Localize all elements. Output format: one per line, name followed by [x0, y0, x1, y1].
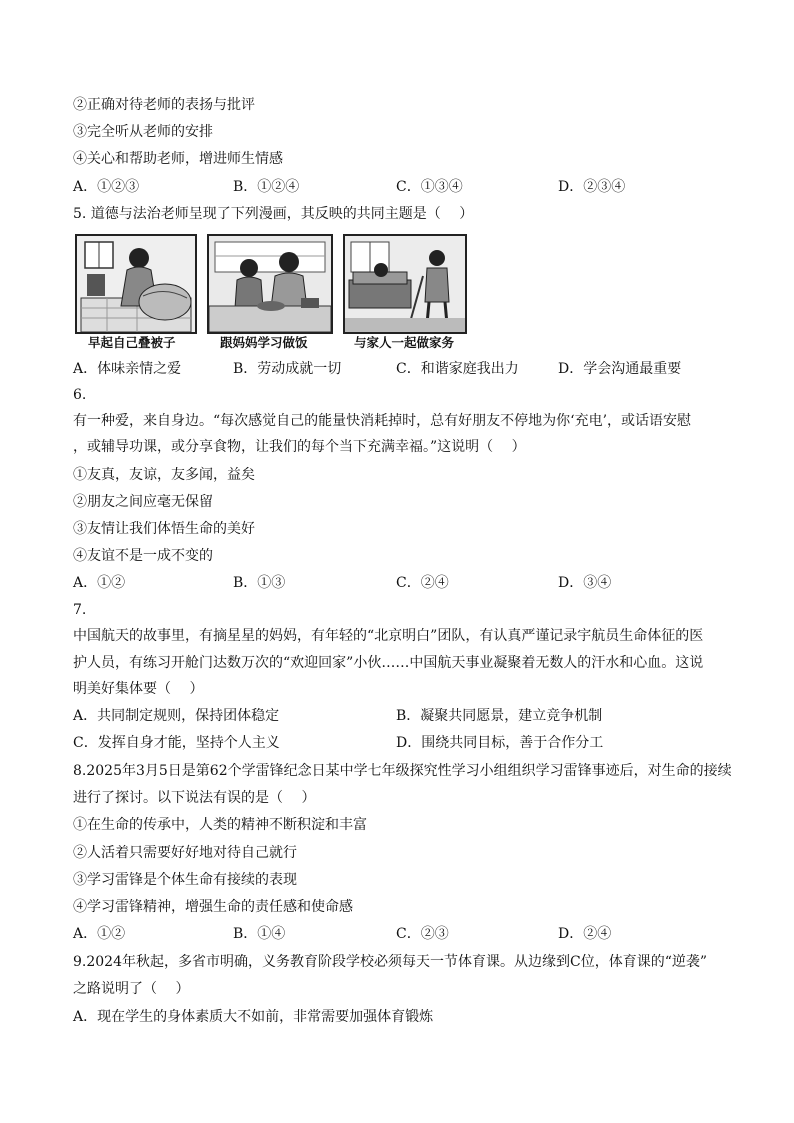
- q6-stem-line-1: 有一种爱，来自身边。“每次感觉自己的能量快消耗掉时，总有好朋友不停地为你‘充电’，或话语安慰: [73, 413, 692, 429]
- q8-option-c: C．②③: [396, 926, 449, 942]
- q6-item-2: ②朋友之间应毫无保留: [73, 494, 213, 510]
- cartoon-housework: [343, 234, 467, 334]
- cartoon-caption-2: 跟妈妈学习做饭: [220, 335, 308, 350]
- q8-item-1: ①在生命的传承中，人类的精神不断积淀和丰富: [73, 817, 367, 833]
- q4-option-b: B．①②④: [233, 179, 300, 195]
- q6-option-a: A．①②: [73, 575, 126, 591]
- q8-option-a: A．①②: [73, 926, 126, 942]
- q9-stem-line-2: 之路说明了（ ）: [73, 981, 190, 997]
- q4-item-3: ③完全听从老师的安排: [73, 124, 213, 140]
- q6-option-c: C．②④: [396, 575, 449, 591]
- q7-option-b: B．凝聚共同愿景，建立竞争机制: [396, 708, 603, 724]
- cartoon-caption-3: 与家人一起做家务: [354, 335, 455, 350]
- q6-stem-line-2: ，或辅导功课，或分享食物，让我们的每个当下充满幸福。”这说明（ ）: [73, 439, 526, 455]
- q4-item-4: ④关心和帮助老师，增进师生情感: [73, 151, 283, 167]
- q7-option-d: D．围绕共同目标，善于合作分工: [396, 735, 604, 751]
- q4-option-a: A．①②③: [73, 179, 140, 195]
- q4-item-2: ②正确对待老师的表扬与批评: [73, 97, 255, 113]
- q7-option-a: A．共同制定规则，保持团体稳定: [73, 708, 280, 724]
- q4-option-c: C．①③④: [396, 179, 463, 195]
- q8-item-3: ③学习雷锋是个体生命有接续的表现: [73, 872, 297, 888]
- q6-item-4: ④友谊不是一成不变的: [73, 548, 213, 564]
- q7-stem-line-1: 中国航天的故事里，有摘星星的妈妈，有年轻的“北京明白”团队，有认真严谨记录宇航员生命体征的医: [73, 628, 704, 644]
- q8-item-4: ④学习雷锋精神，增强生命的责任感和使命感: [73, 899, 353, 915]
- q7-option-c: C．发挥自身才能，坚持个人主义: [73, 735, 280, 751]
- q6-item-3: ③友情让我们体悟生命的美好: [73, 521, 255, 537]
- q7-stem-line-2: 护人员，有练习开舱门达数万次的“欢迎回家”小伙……中国航天事业凝聚着无数人的汗水和心血。这说: [73, 655, 704, 671]
- q5-option-d: D．学会沟通最重要: [558, 361, 682, 377]
- q8-option-b: B．①④: [233, 926, 286, 942]
- q7-number: 7.: [73, 602, 87, 618]
- q4-option-d: D．②③④: [558, 179, 626, 195]
- q8-stem-line-2: 进行了探讨。以下说法有误的是（ ）: [73, 790, 316, 806]
- q5-stem: 5. 道德与法治老师呈现了下列漫画，其反映的共同主题是（ ）: [73, 206, 474, 222]
- q6-option-b: B．①③: [233, 575, 286, 591]
- q7-stem-line-3: 明美好集体要（ ）: [73, 681, 204, 697]
- cartoon-fold-quilt: [75, 234, 197, 334]
- q9-stem-line-1: 9.2024年秋起，多省市明确，义务教育阶段学校必须每天一节体育课。从边缘到C位，体育课的“逆袭”: [73, 954, 708, 970]
- cartoon-learn-cooking: [207, 234, 333, 334]
- q5-option-b: B．劳动成就一切: [233, 361, 342, 377]
- q8-item-2: ②人活着只需要好好地对待自己就行: [73, 845, 297, 861]
- cartoon-caption-1: 早起自己叠被子: [88, 335, 176, 350]
- q8-option-d: D．②④: [558, 926, 612, 942]
- q6-item-1: ①友真，友谅，友多闻，益矣: [73, 467, 255, 483]
- q5-option-a: A．体味亲情之爱: [73, 361, 182, 377]
- q6-number: 6.: [73, 387, 87, 403]
- q8-stem-line-1: 8.2025年3月5日是第62个学雷锋纪念日某中学七年级探究性学习小组组织学习雷锋事迹后，对生命的接续: [73, 763, 732, 779]
- q5-option-c: C．和谐家庭我出力: [396, 361, 519, 377]
- q6-option-d: D．③④: [558, 575, 612, 591]
- q9-option-a: A．现在学生的身体素质大不如前，非常需要加强体育锻炼: [73, 1009, 434, 1025]
